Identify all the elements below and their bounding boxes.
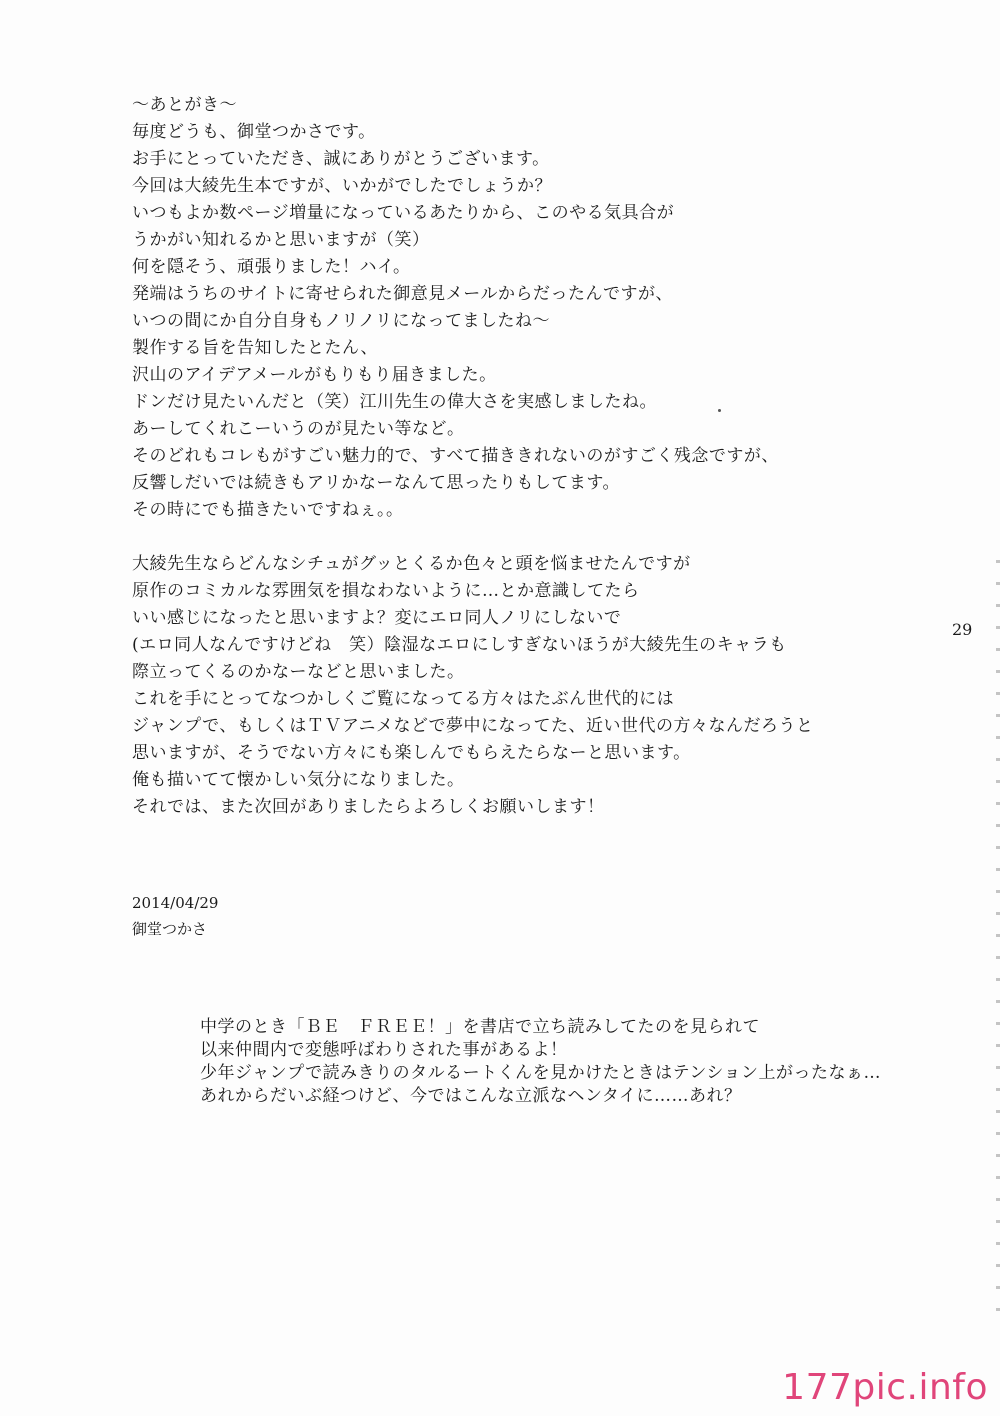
afterword-line: これを手にとってなつかしくご覧になってる方々はたぶん世代的には: [132, 689, 675, 709]
afterword-line: その時にでも描きたいですねぇ。。: [132, 500, 404, 520]
afterword-line: (エロ同人なんですけどね 笑）陰湿なエロにしすぎないほうが大綾先生のキャラも: [132, 635, 787, 655]
paragraph-gap: [132, 524, 892, 551]
afterword-line: 毎度どうも、御堂つかさです。: [132, 122, 376, 142]
afterword-line: いい感じになったと思いますよ？変にエロ同人ノリにしないで: [132, 608, 622, 628]
note-line: 中学のとき「ＢＥ ＦＲＥＥ！」を書店で立ち読みしてたのを見られて: [200, 1017, 760, 1037]
afterword-line: 何を隠そう、頑張りました！ハイ。: [132, 257, 411, 277]
signature-date: 2014/04/29: [132, 894, 219, 912]
afterword-line: それでは、また次回がありましたらよろしくお願いします！: [132, 797, 605, 817]
afterword-heading: 〜あとがき〜: [132, 95, 237, 115]
binding-edge: [996, 560, 1000, 1320]
afterword-line: 発端はうちのサイトに寄せられた御意見メールからだったんですが、: [132, 284, 673, 304]
afterword-line: 反響しだいでは続きもアリかなーなんて思ったりもしてます。: [132, 473, 620, 493]
signature-block: [132, 890, 218, 942]
afterword-line: 俺も描いてて懐かしい気分になりました。: [132, 770, 465, 790]
afterword-line: 大綾先生ならどんなシチュがグッとくるか色々と頭を悩ませたんですが: [132, 554, 691, 574]
afterword-line: そのどれもコレもがすごい魅力的で、すべて描ききれないのがすごく残念ですが、: [132, 446, 779, 466]
afterword-line: うかがい知れるかと思いますが（笑）: [132, 230, 430, 250]
afterword-line: 沢山のアイデアメールがもりもり届きました。: [132, 365, 497, 385]
afterword-line: 製作する旨を告知したとたん、: [132, 338, 379, 358]
afterword-line: 今回は大綾先生本ですが、いかがでしたでしょうか？: [132, 176, 552, 196]
afterword-line: ドンだけ見たいんだと（笑）江川先生の偉大さを実感しましたね。: [132, 392, 657, 412]
afterword-line: お手にとっていただき、誠にありがとうございます。: [132, 149, 550, 169]
note-line: あれからだいぶ経つけど、今ではこんな立派なヘンタイに……あれ？: [200, 1086, 742, 1106]
watermark-text: 177pic.info: [782, 1367, 988, 1408]
note-line: 以来仲間内で変態呼ばわりされた事があるよ！: [200, 1040, 568, 1060]
afterword-line: いつの間にか自分自身もノリノリになってましたね〜: [132, 311, 550, 331]
note-line: 少年ジャンプで読みきりのタルるートくんを見かけたときはテンション上がったなぁ…: [200, 1063, 882, 1083]
scan-speck: [718, 409, 721, 412]
afterword-line: 原作のコミカルな雰囲気を損なわないように…とか意識してたら: [132, 581, 640, 601]
afterword-line: 際立ってくるのかなーなどと思いました。: [132, 662, 465, 682]
afterword-body: [132, 92, 892, 821]
signature-author: 御堂つかさ: [132, 920, 208, 938]
page-number: 29: [952, 620, 973, 639]
afterword-line: ジャンプで、もしくはＴＶアニメなどで夢中になってた、近い世代の方々なんだろうと: [132, 716, 814, 736]
afterword-line: いつもよか数ページ増量になっているあたりから、このやる気具合が: [132, 203, 675, 223]
author-note: [200, 1016, 881, 1108]
afterword-line: 思いますが、そうでない方々にも楽しんでもらえたらなーと思います。: [132, 743, 691, 763]
afterword-line: あーしてくれこーいうのが見たい等など。: [132, 419, 465, 439]
